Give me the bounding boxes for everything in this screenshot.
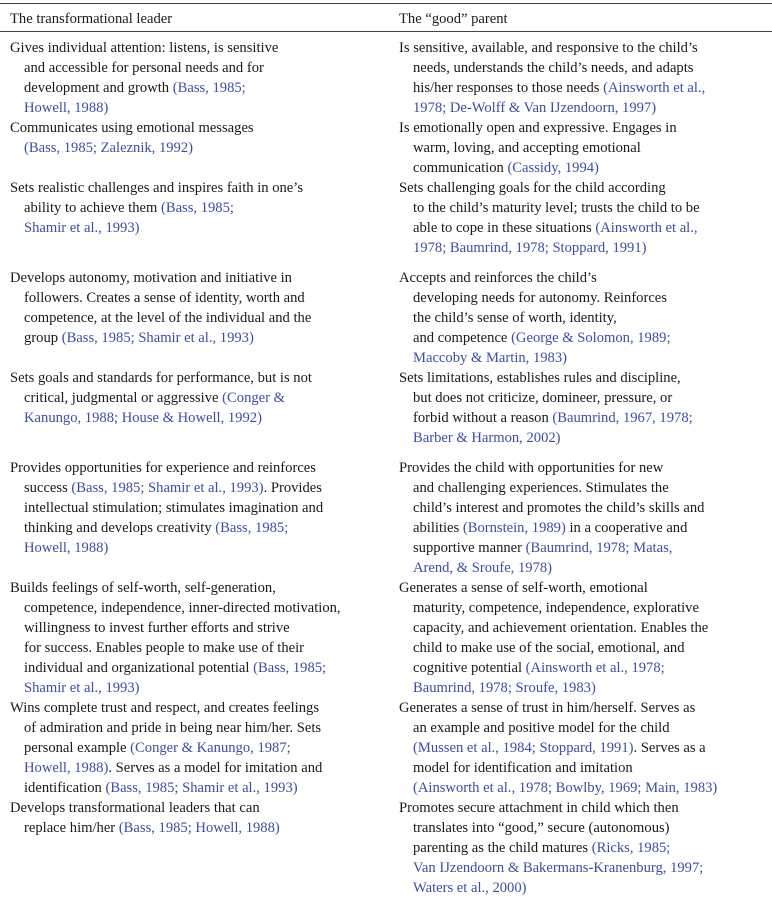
citation-text: (Ainsworth et al., 1978; Bowlby, 1969; Main, 1983) [413, 780, 718, 796]
cell-text: Sets realistic challenges and inspires faith in one’s [10, 180, 304, 196]
cell-line [399, 818, 771, 838]
cell-text: identification [24, 780, 106, 796]
cell-text: model for identification and imitation [413, 760, 633, 776]
cell-text: the child’s sense of worth, identity, [413, 310, 617, 326]
leader-cell [10, 578, 385, 698]
cell-line [10, 78, 385, 98]
parent-cell [399, 698, 771, 798]
cell-line [399, 778, 771, 798]
table-row [0, 698, 772, 798]
cell-text: group [24, 330, 62, 346]
cell-line [10, 618, 385, 638]
table-row [0, 368, 772, 458]
cell-line [399, 268, 771, 288]
citation-text: Maccoby & Martin, 1983) [413, 350, 568, 366]
leader-cell [10, 118, 385, 158]
table-header [0, 9, 772, 31]
cell-line [10, 738, 385, 758]
cell-line [10, 718, 385, 738]
cell-text: able to cope in these situations [413, 220, 596, 236]
citation-text: Baumrind, 1978; Sroufe, 1983) [413, 680, 596, 696]
citation-text: Barber & Harmon, 2002) [413, 430, 561, 446]
cell-line [10, 388, 385, 408]
cell-line [10, 478, 385, 498]
cell-text: Builds feelings of self-worth, self-generation, [10, 580, 276, 596]
cell-line [399, 678, 771, 698]
cell-text: translates into “good,” secure (autonomous) [413, 820, 670, 836]
cell-text: developing needs for autonomy. Reinforces [413, 290, 667, 306]
cell-text: and competence [413, 330, 512, 346]
cell-line [10, 778, 385, 798]
cell-text: child’s interest and promotes the child’s skills and [413, 500, 705, 516]
cell-text: capacity, and achievement orientation. Enables the [413, 620, 709, 636]
cell-line [399, 638, 771, 658]
citation-text: 1978; De-Wolff & Van IJzendoorn, 1997) [413, 100, 657, 116]
cell-text: for success. Enables people to make use of their [24, 640, 305, 656]
citation-text: Van IJzendoorn & Bakermans-Kranenburg, 1997; [413, 860, 704, 876]
cell-line [399, 458, 771, 478]
cell-line [399, 58, 771, 78]
cell-text: Wins complete trust and respect, and creates feelings [10, 700, 320, 716]
header-rule [0, 31, 772, 32]
cell-text: development and growth [24, 80, 173, 96]
cell-text: abilities [413, 520, 463, 536]
citation-text: (Ricks, 1985; [591, 840, 671, 856]
cell-line [399, 288, 771, 308]
cell-text: Generates a sense of self-worth, emotional [399, 580, 648, 596]
table-row [0, 118, 772, 178]
cell-text: child to make use of the social, emotional, and [413, 640, 685, 656]
citation-text: (Bass, 1985; Howell, 1988) [118, 820, 280, 836]
cell-text: Sets challenging goals for the child according [399, 180, 666, 196]
cell-line [399, 218, 771, 238]
table-row [0, 38, 772, 118]
cell-line [399, 198, 771, 218]
citation-text: (Ainsworth et al., [603, 80, 706, 96]
citation-text: (Conger & [222, 390, 285, 406]
table-row [0, 578, 772, 698]
cell-text: his/her responses to those needs [413, 80, 604, 96]
cell-line [10, 408, 385, 428]
cell-line [10, 658, 385, 678]
cell-line [399, 838, 771, 858]
citation-text: (Bass, 1985; Zaleznik, 1992) [24, 140, 194, 156]
cell-text: Is sensitive, available, and responsive to the child’s [399, 40, 698, 56]
citation-text: 1978; Baumrind, 1978; Stoppard, 1991) [413, 240, 647, 256]
cell-text: Is emotionally open and expressive. Engages in [399, 120, 677, 136]
cell-text: competence, independence, inner-directed motivation, [24, 600, 341, 616]
cell-line [399, 118, 771, 138]
cell-text: Sets goals and standards for performance, but is not [10, 370, 312, 386]
cell-line [399, 78, 771, 98]
cell-text: Communicates using emotional messages [10, 120, 254, 136]
table-top-rule [0, 3, 772, 4]
cell-line [10, 138, 385, 158]
citation-text: (Bass, 1985; [253, 660, 327, 676]
cell-line [399, 798, 771, 818]
cell-text: Promotes secure attachment in child which then [399, 800, 679, 816]
cell-text: but does not criticize, domineer, pressure, or [413, 390, 673, 406]
citation-text: (Conger & Kanungo, 1987; [130, 740, 291, 756]
cell-line [10, 538, 385, 558]
cell-line [10, 58, 385, 78]
cell-text: Develops autonomy, motivation and initiative in [10, 270, 292, 286]
cell-text: an example and positive model for the child [413, 720, 670, 736]
parent-cell [399, 798, 771, 898]
leader-cell [10, 368, 385, 428]
column-header-parent: The “good” parent [399, 11, 508, 27]
cell-line [10, 118, 385, 138]
cell-line [399, 538, 771, 558]
cell-text: maturity, competence, independence, explorative [413, 600, 699, 616]
cell-line [399, 408, 771, 428]
cell-text: forbid without a reason [413, 410, 553, 426]
cell-line [399, 138, 771, 158]
cell-text: followers. Creates a sense of identity, worth and [24, 290, 305, 306]
citation-text: (Cassidy, 1994) [507, 160, 599, 176]
parent-cell [399, 118, 771, 178]
cell-text: to the child’s maturity level; trusts the child to be [413, 200, 700, 216]
cell-text: individual and organizational potential [24, 660, 254, 676]
cell-text: parenting as the child matures [413, 840, 592, 856]
cell-line [399, 308, 771, 328]
citation-text: (Mussen et al., 1984; Stoppard, 1991) [413, 740, 634, 756]
citation-text: (Bass, 1985; Shamir et al., 1993) [61, 330, 254, 346]
cell-text: Develops transformational leaders that can [10, 800, 260, 816]
leader-cell [10, 178, 385, 238]
cell-line [399, 718, 771, 738]
citation-text: (Bass, 1985; [172, 80, 246, 96]
cell-text: . Serves as a [633, 740, 706, 756]
cell-line [399, 618, 771, 638]
cell-text: Generates a sense of trust in him/herself. Serves as [399, 700, 696, 716]
cell-line [399, 558, 771, 578]
cell-text: intellectual stimulation; stimulates imagination and [24, 500, 324, 516]
cell-text: and accessible for personal needs and for [24, 60, 264, 76]
cell-line [10, 328, 385, 348]
leader-cell [10, 268, 385, 348]
cell-text: replace him/her [24, 820, 119, 836]
cell-text: supportive manner [413, 540, 526, 556]
cell-text: in a cooperative and [565, 520, 688, 536]
leader-cell [10, 38, 385, 118]
cell-text: ability to achieve them [24, 200, 161, 216]
cell-text: communication [413, 160, 508, 176]
cell-line [399, 368, 771, 388]
citation-text: (George & Solomon, 1989; [511, 330, 671, 346]
cell-line [10, 198, 385, 218]
cell-line [10, 178, 385, 198]
cell-line [399, 348, 771, 368]
cell-text: Accepts and reinforces the child’s [399, 270, 597, 286]
citation-text: Howell, 1988) [24, 100, 109, 116]
cell-line [399, 328, 771, 348]
table-row [0, 798, 772, 898]
cell-line [399, 38, 771, 58]
cell-line [399, 698, 771, 718]
cell-line [399, 178, 771, 198]
parent-cell [399, 368, 771, 448]
cell-text: and challenging experiences. Stimulates the [413, 480, 669, 496]
citation-text: Arend, & Sroufe, 1978) [413, 560, 553, 576]
leader-cell [10, 698, 385, 798]
cell-line [10, 518, 385, 538]
cell-line [10, 218, 385, 238]
cell-text: . Provides [263, 480, 322, 496]
table-row [0, 268, 772, 368]
cell-line [10, 458, 385, 478]
cell-line [399, 758, 771, 778]
table-row [0, 458, 772, 578]
cell-line [10, 368, 385, 388]
cell-line [399, 858, 771, 878]
citation-text: (Ainsworth et al., 1978; [525, 660, 665, 676]
cell-line [399, 158, 771, 178]
cell-line [10, 498, 385, 518]
citation-text: Howell, 1988) [24, 760, 109, 776]
citation-text: Howell, 1988) [24, 540, 109, 556]
leader-cell [10, 798, 385, 838]
cell-text: warm, loving, and accepting emotional [413, 140, 641, 156]
cell-line [10, 698, 385, 718]
citation-text: Waters et al., 2000) [413, 880, 527, 896]
cell-text: Sets limitations, establishes rules and discipline, [399, 370, 681, 386]
column-header-leader: The transformational leader [10, 11, 173, 27]
cell-line [10, 578, 385, 598]
citation-text: (Bornstein, 1989) [462, 520, 566, 536]
cell-line [399, 388, 771, 408]
cell-line [10, 678, 385, 698]
cell-line [399, 598, 771, 618]
cell-line [10, 308, 385, 328]
parent-cell [399, 578, 771, 698]
cell-line [399, 518, 771, 538]
parent-cell [399, 178, 771, 258]
parent-cell [399, 458, 771, 578]
parent-cell [399, 38, 771, 118]
citation-text: (Bass, 1985; Shamir et al., 1993) [71, 480, 264, 496]
cell-line [399, 578, 771, 598]
cell-line [399, 238, 771, 258]
cell-line [10, 818, 385, 838]
cell-line [399, 498, 771, 518]
citation-text: (Baumrind, 1967, 1978; [552, 410, 693, 426]
cell-text: needs, understands the child’s needs, and adapts [413, 60, 694, 76]
cell-text: Provides opportunities for experience and reinforces [10, 460, 316, 476]
cell-text: Provides the child with opportunities for new [399, 460, 664, 476]
cell-line [10, 598, 385, 618]
cell-text: success [24, 480, 72, 496]
cell-line [399, 738, 771, 758]
cell-line [399, 478, 771, 498]
cell-line [399, 98, 771, 118]
cell-line [399, 428, 771, 448]
citation-text: Kanungo, 1988; House & Howell, 1992) [24, 410, 262, 426]
citation-text: (Ainsworth et al., [595, 220, 698, 236]
table-body [0, 38, 772, 898]
leader-cell [10, 458, 385, 558]
cell-line [10, 268, 385, 288]
cell-text: . Serves as a model for imitation and [108, 760, 323, 776]
cell-text: Gives individual attention: listens, is sensitive [10, 40, 279, 56]
cell-text: willingness to invest further efforts and strive [24, 620, 290, 636]
cell-line [10, 798, 385, 818]
cell-line [399, 658, 771, 678]
citation-text: Shamir et al., 1993) [24, 220, 140, 236]
citation-text: (Baumrind, 1978; Matas, [525, 540, 673, 556]
citation-text: (Bass, 1985; [215, 520, 289, 536]
cell-line [10, 38, 385, 58]
cell-line [399, 878, 771, 898]
cell-line [10, 638, 385, 658]
parent-cell [399, 268, 771, 368]
cell-text: personal example [24, 740, 131, 756]
citation-text: (Bass, 1985; [160, 200, 234, 216]
cell-text: competence, at the level of the individual and the [24, 310, 312, 326]
citation-text: (Bass, 1985; Shamir et al., 1993) [105, 780, 298, 796]
citation-text: Shamir et al., 1993) [24, 680, 140, 696]
cell-text: cognitive potential [413, 660, 526, 676]
cell-text: critical, judgmental or aggressive [24, 390, 223, 406]
cell-line [10, 288, 385, 308]
table-row [0, 178, 772, 268]
cell-line [10, 758, 385, 778]
cell-text: of admiration and pride in being near him/her. Sets [24, 720, 322, 736]
cell-line [10, 98, 385, 118]
cell-text: thinking and develops creativity [24, 520, 216, 536]
